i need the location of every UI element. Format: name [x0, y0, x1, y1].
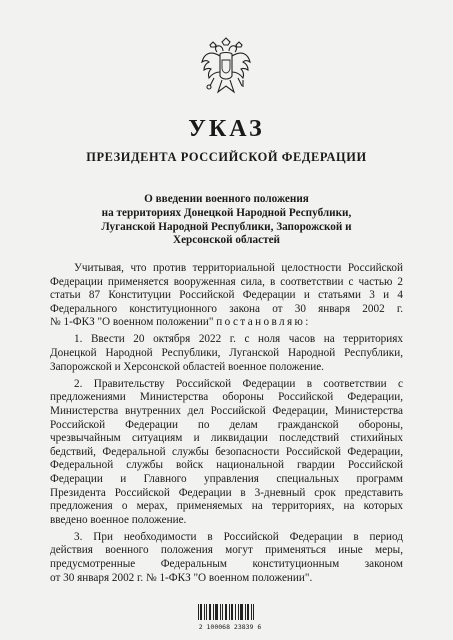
text-line: от 30 января 2002 г. № 1-ФКЗ "О военном положении". [50, 571, 313, 584]
text-line: чрезвычайным ситуациям и ликвидации последствий стихийных [50, 432, 403, 445]
heading-line: Херсонской областей [172, 234, 281, 247]
paragraph-1 [50, 333, 403, 374]
text-line: предусмотренные Федеральным конституционным законом [50, 557, 403, 570]
text-line: Запорожской и Херсонской областей военное положение. [50, 360, 324, 373]
intro-paragraph [50, 262, 403, 330]
text-line: Президента Российской Федерации в 3-дневный срок представить [50, 486, 403, 499]
text-line: Федеральной службы войск национальной гвардии Российской [50, 459, 403, 472]
text-line: 2. Правительству Российской Федерации в соответствии с [74, 377, 403, 390]
paragraph-2 [50, 378, 403, 528]
text-line: 1. Ввести 20 октября 2022 г. с ноля часов на территориях [74, 333, 403, 346]
text-line: предложения о мерах, применяемых на территориях, на которых [50, 500, 403, 513]
heading-line: Луганской Народной Республики, Запорожской и [101, 220, 352, 233]
decree-body [50, 262, 403, 589]
text-line: Федерального конституционного закона от 30 января 2002 г. [50, 302, 403, 315]
text-line: Донецкой Народной Республики, Луганской Народной Республики, [50, 347, 403, 360]
coat-of-arms-icon [200, 36, 252, 100]
text-line: Российской Федерации по делам гражданской обороны, [50, 418, 403, 431]
text-line: действия военного положения могут применяться иные меры, [50, 544, 403, 557]
document-subtitle: ПРЕЗИДЕНТА РОССИЙСКОЙ ФЕДЕРАЦИИ [86, 150, 367, 164]
text-line: введено военное положение. [50, 513, 187, 526]
heading-line: О введении военного положения [144, 193, 309, 205]
text-line: Учитывая, что против территориальной целостности Российской [74, 262, 403, 274]
heading-line: на территориях Донецкой Народной Республики, [101, 206, 352, 219]
barcode-icon [196, 602, 256, 622]
text-line: 3. При необходимости в Российской Федерации в период [74, 530, 403, 543]
text-line [50, 316, 403, 330]
text-line: статьи 87 Конституции Российской Федерации и статьями 3 и 4 [50, 289, 403, 302]
text-line: предложениями Министерства обороны Российской Федерации, [50, 391, 403, 404]
paragraph-3 [50, 531, 403, 585]
decree-heading [60, 193, 393, 248]
resolve-word: постановляю: [216, 316, 311, 329]
text-line: Федерации и Главного управления специальных программ [50, 472, 403, 485]
text-line: Федерации применяется вооруженная сила, в соответствии с частью 2 [50, 275, 403, 288]
text-line: бедствий, Федеральной службы безопасности Российской Федерации, [50, 445, 403, 458]
barcode-number: 2 100068 23839 6 [198, 623, 262, 631]
intro-last-prefix: № 1-ФКЗ "О военном положении" [50, 316, 217, 329]
document-title: УКАЗ [188, 116, 265, 142]
text-line: Министерства внутренних дел Российской Федерации, Министерства [50, 404, 403, 417]
